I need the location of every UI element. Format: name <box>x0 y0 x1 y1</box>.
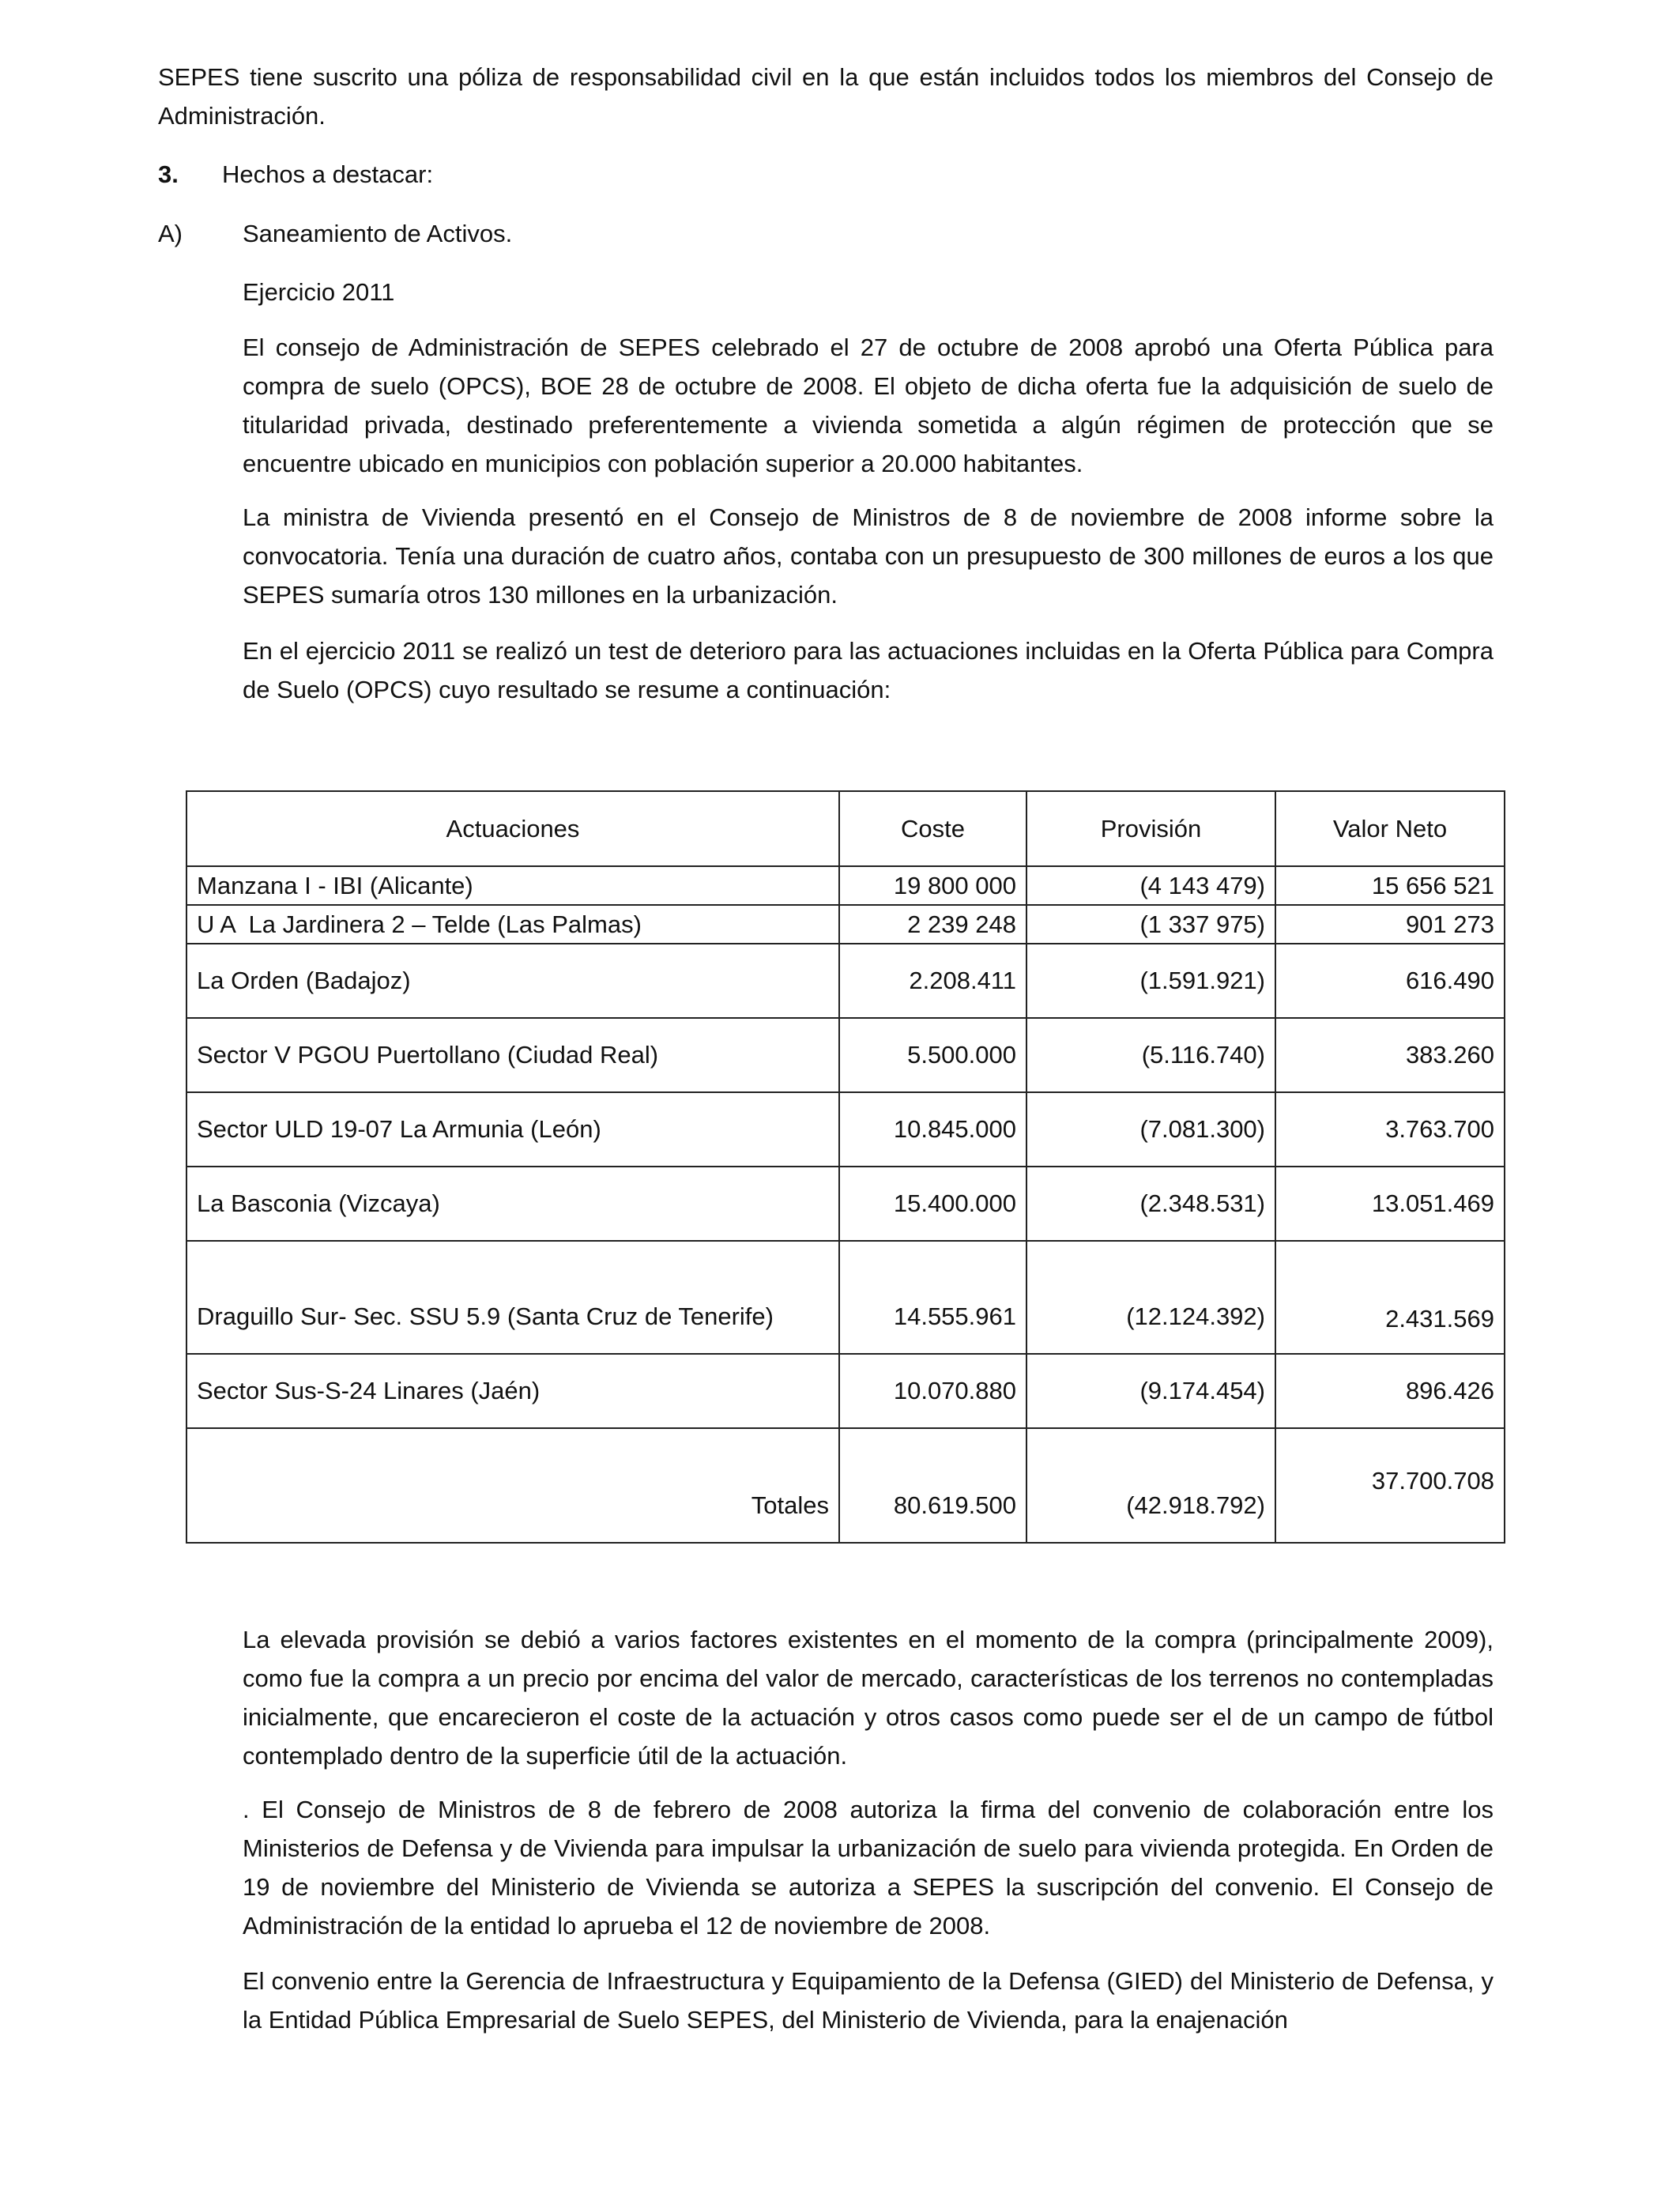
table-row <box>186 1241 1505 1354</box>
cell-coste: 10.070.880 <box>839 1354 1026 1428</box>
table-row <box>186 1167 1505 1241</box>
table-row <box>186 1092 1505 1167</box>
cell-totales-label: Totales <box>186 1428 839 1543</box>
cell-coste: 15.400.000 <box>839 1167 1026 1241</box>
cell-coste: 2 239 248 <box>839 905 1026 944</box>
cell-provision: (1.591.921) <box>1026 944 1275 1018</box>
cell-valor-neto: 896.426 <box>1275 1354 1505 1428</box>
cell-valor-neto: 3.763.700 <box>1275 1092 1505 1167</box>
header-actuaciones: Actuaciones <box>186 791 839 866</box>
header-coste: Coste <box>839 791 1026 866</box>
cell-provision: (9.174.454) <box>1026 1354 1275 1428</box>
cell-valor-neto: 616.490 <box>1275 944 1505 1018</box>
cell-total-provision: (42.918.792) <box>1026 1428 1275 1543</box>
section-title: Hechos a destacar: <box>222 160 434 188</box>
cell-actuacion: U A La Jardinera 2 – Telde (Las Palmas) <box>186 905 839 944</box>
cell-provision: (5.116.740) <box>1026 1018 1275 1092</box>
subsection-letter: A) <box>158 220 183 247</box>
cell-coste: 10.845.000 <box>839 1092 1026 1167</box>
paragraph-ministra: La ministra de Vivienda presentó en el Consejo de Ministros de 8 de noviembre de 2008 informe sobre la convocatoria. Tenía una duración de cuatro años, contaba con un presupuesto de 300 millones de euros a los que SEPES sumaría otros 130 millones en la urbanización. <box>243 503 1494 609</box>
header-provision: Provisión <box>1026 791 1275 866</box>
provision-table <box>186 790 1505 1544</box>
cell-valor-neto: 383.260 <box>1275 1018 1505 1092</box>
header-valor-neto: Valor Neto <box>1275 791 1505 866</box>
paragraph-elevada-provision: La elevada provisión se debió a varios factores existentes en el momento de la compra (principalmente 2009), como fue la compra a un precio por encima del valor de mercado, características de los terrenos no contempladas inicialmente, que encarecieron el coste de la actuación y otros casos como puede ser el de un campo de fútbol contemplado dentro de la superficie útil de la actuación. <box>243 1626 1494 1770</box>
cell-valor-neto: 2.431.569 <box>1275 1241 1505 1354</box>
cell-actuacion: Sector Sus-S-24 Linares (Jaén) <box>186 1354 839 1428</box>
cell-coste: 14.555.961 <box>839 1241 1026 1354</box>
section-number: 3. <box>158 160 179 188</box>
table-row <box>186 1018 1505 1092</box>
table-totals-row <box>186 1428 1505 1543</box>
cell-provision: (2.348.531) <box>1026 1167 1275 1241</box>
cell-valor-neto: 13.051.469 <box>1275 1167 1505 1241</box>
cell-actuacion: La Basconia (Vizcaya) <box>186 1167 839 1241</box>
ejercicio-heading: Ejercicio 2011 <box>243 278 395 306</box>
cell-provision: (4 143 479) <box>1026 866 1275 905</box>
table-row <box>186 866 1505 905</box>
paragraph-opcs: El consejo de Administración de SEPES celebrado el 27 de octubre de 2008 aprobó una Oferta Pública para compra de suelo (OPCS), BOE 28 de octubre de 2008. El objeto de dicha oferta fue la adquisición de suelo de titularidad privada, destinado preferentemente a vivienda sometida a algún régimen de protección que se encuentre ubicado en municipios con población superior a 20.000 habitantes. <box>243 334 1494 477</box>
table-row <box>186 905 1505 944</box>
cell-provision: (7.081.300) <box>1026 1092 1275 1167</box>
cell-actuacion: Sector V PGOU Puertollano (Ciudad Real) <box>186 1018 839 1092</box>
table-row <box>186 1354 1505 1428</box>
cell-coste: 5.500.000 <box>839 1018 1026 1092</box>
table-header-row <box>186 791 1505 866</box>
cell-actuacion: Manzana I - IBI (Alicante) <box>186 866 839 905</box>
cell-valor-neto: 15 656 521 <box>1275 866 1505 905</box>
intro-paragraph: SEPES tiene suscrito una póliza de responsabilidad civil en la que están incluidos todos los miembros del Consejo de Administración. <box>158 63 1494 130</box>
table-row <box>186 944 1505 1018</box>
paragraph-test-deterioro: En el ejercicio 2011 se realizó un test de deterioro para las actuaciones incluidas en la Oferta Pública para Compra de Suelo (OPCS) cuyo resultado se resume a continuación: <box>243 637 1494 703</box>
paragraph-convenio: El convenio entre la Gerencia de Infraestructura y Equipamiento de la Defensa (GIED) del Ministerio de Defensa, y la Entidad Pública Empresarial de Suelo SEPES, del Ministerio de Vivienda, para la enajenación <box>243 1967 1494 2034</box>
cell-coste: 19 800 000 <box>839 866 1026 905</box>
cell-valor-neto: 901 273 <box>1275 905 1505 944</box>
cell-provision: (1 337 975) <box>1026 905 1275 944</box>
cell-total-valor-neto: 37.700.708 <box>1275 1428 1505 1543</box>
cell-provision: (12.124.392) <box>1026 1241 1275 1354</box>
cell-actuacion: Sector ULD 19-07 La Armunia (León) <box>186 1092 839 1167</box>
cell-total-coste: 80.619.500 <box>839 1428 1026 1543</box>
paragraph-consejo-ministros: . El Consejo de Ministros de 8 de febrero de 2008 autoriza la firma del convenio de colaboración entre los Ministerios de Defensa y de Vivienda para impulsar la urbanización de suelo para vivienda protegida. En Orden de 19 de noviembre del Ministerio de Vivienda se autoriza a SEPES la suscripción del convenio. El Consejo de Administración de la entidad lo aprueba el 12 de noviembre de 2008. <box>243 1796 1494 1940</box>
subsection-title: Saneamiento de Activos. <box>243 220 513 247</box>
cell-actuacion: Draguillo Sur- Sec. SSU 5.9 (Santa Cruz de Tenerife) <box>186 1241 839 1354</box>
cell-actuacion: La Orden (Badajoz) <box>186 944 839 1018</box>
cell-coste: 2.208.411 <box>839 944 1026 1018</box>
